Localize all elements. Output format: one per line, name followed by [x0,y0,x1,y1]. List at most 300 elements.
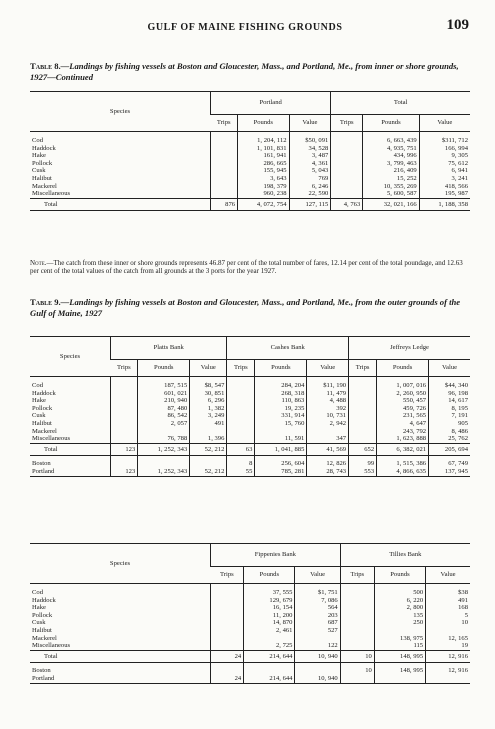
value-cell [349,382,377,390]
value-cell: 434, 996 [363,152,419,160]
value-cell: 6, 296 [190,397,227,405]
value-cell: 16, 154 [244,604,295,612]
table-row [30,145,470,153]
port-cell [374,675,425,683]
value-cell: 7, 191 [429,412,470,420]
port-row [30,675,470,683]
value-cell: 115 [374,642,425,650]
table8-title: —Landings by fishing vessels at Boston and Gloucester, Mass., and Portland, Me., from inner or shore grounds, 1927—Continued [30,61,459,82]
value-cell: 76, 788 [138,435,190,443]
value-cell: 6, 220 [374,597,425,605]
species-cell: Halibut [32,174,52,182]
value-cell: 459, 726 [377,405,429,413]
species-cell: Cod [32,137,43,144]
table-row [30,635,470,643]
value-cell: 7, 086 [295,597,340,605]
value-cell: 331, 914 [255,412,307,420]
port-cell: 24 [211,675,244,683]
value-cell [227,428,255,436]
value-cell [190,428,227,436]
table9-continued [30,543,470,684]
value-cell: 418, 566 [419,183,470,191]
total-cell: 652 [349,443,377,456]
port-cell: 10 [340,663,374,675]
species-header: Species [30,92,211,132]
ground-header: Total [331,92,470,115]
value-cell: 3, 487 [289,152,331,160]
value-cell: 110, 863 [255,397,307,405]
value-cell: 5, 043 [289,167,331,175]
table-row [30,612,470,620]
value-cell [340,612,374,620]
species-cell: Cod [32,589,43,596]
total-row [30,198,470,211]
value-cell [340,597,374,605]
value-cell: 11, 591 [255,435,307,443]
value-cell [340,589,374,597]
column-header: Trips [211,567,244,584]
port-cell: 12, 826 [307,456,349,468]
value-cell: 166, 994 [419,145,470,153]
column-header: Pounds [255,360,307,377]
total-cell: 127, 115 [289,198,331,211]
port-cell: 28, 743 [307,468,349,476]
value-cell: 2, 725 [244,642,295,650]
species-cell: Hake [32,397,46,405]
column-header: Pounds [374,567,425,584]
column-header: Trips [349,360,377,377]
value-cell: 1, 101, 831 [238,145,290,153]
header-row [30,92,470,115]
value-cell [340,619,374,627]
column-header: Value [429,360,470,377]
table8-caption [30,61,470,82]
port-cell: 137, 945 [429,468,470,476]
value-cell: 12, 165 [426,635,470,643]
port-cell: 553 [349,468,377,476]
port-cell [138,456,190,468]
value-cell [211,612,244,620]
value-cell: 203 [295,612,340,620]
table9-label: Table 9. [30,297,61,307]
value-cell: 5 [426,612,470,620]
port-cell [211,663,244,675]
value-cell: 198, 379 [238,183,290,191]
table8 [30,91,470,211]
value-cell [227,405,255,413]
port-cell: 8 [227,456,255,468]
value-cell: 14, 617 [429,397,470,405]
value-cell [349,405,377,413]
total-cell: 1, 041, 885 [255,443,307,456]
value-cell: $50, 091 [289,137,331,145]
value-cell [331,190,363,198]
port-cell: 12, 916 [426,663,470,675]
species-cell: Mackerel [32,427,57,435]
table-row [30,190,470,198]
table-row [30,183,470,191]
table-row [30,642,470,650]
table-row [30,597,470,605]
value-cell [227,435,255,443]
value-cell [374,627,425,635]
table-row [30,382,470,390]
value-cell: 11, 479 [307,390,349,398]
column-header: Value [419,115,470,132]
value-cell [227,420,255,428]
value-cell [111,390,138,398]
value-cell [211,145,238,153]
value-cell [211,137,238,145]
total-cell: 24 [211,650,244,663]
column-header: Value [426,567,470,584]
note-text: —The catch from these inner or shore grounds represents 46.87 per cent of the total number of fares, 12.14 per cent of the total poundage, and 12.63 per cent of the total values of the catch from all grounds at the 3 ports for the year 1927. [30,259,463,276]
table-row [30,390,470,398]
value-cell [307,428,349,436]
value-cell [340,604,374,612]
total-cell: 4, 763 [331,198,363,211]
value-cell: 11, 200 [244,612,295,620]
value-cell: $11, 190 [307,382,349,390]
note-label: Note. [30,259,47,267]
table-row [30,160,470,168]
species-cell: Cusk [32,412,46,420]
column-header: Pounds [238,115,290,132]
total-cell: 214, 644 [244,650,295,663]
total-cell: 123 [111,443,138,456]
species-cell: Hake [32,604,46,612]
value-cell: 2, 260, 950 [377,390,429,398]
port-cell: 785, 281 [255,468,307,476]
value-cell: 4, 935, 751 [363,145,419,153]
value-cell: 2, 057 [138,420,190,428]
value-cell: 1, 204, 112 [238,137,290,145]
port-cell: 1, 252, 343 [138,468,190,476]
value-cell: $44, 340 [429,382,470,390]
value-cell [331,175,363,183]
species-cell: Cusk [32,167,46,175]
column-header: Value [289,115,331,132]
value-cell: 10 [426,619,470,627]
value-cell [111,397,138,405]
port-row [30,456,470,468]
value-cell: 960, 238 [238,190,290,198]
value-cell: 8, 486 [429,428,470,436]
value-cell [227,390,255,398]
value-cell [211,152,238,160]
value-cell: 392 [307,405,349,413]
species-cell: Pollock [32,611,53,619]
value-cell: 6, 663, 439 [363,137,419,145]
value-cell [331,183,363,191]
port-label: Boston [32,460,51,468]
value-cell: 10, 355, 269 [363,183,419,191]
species-cell: Mackerel [32,634,57,642]
value-cell: 1, 623, 888 [377,435,429,443]
value-cell [211,619,244,627]
value-cell: 30, 851 [190,390,227,398]
value-cell: 4, 361 [289,160,331,168]
total-cell: 205, 694 [429,443,470,456]
table-row [30,405,470,413]
total-row [30,650,470,663]
value-cell: 9, 305 [419,152,470,160]
value-cell [349,435,377,443]
value-cell: 250 [374,619,425,627]
value-cell [349,420,377,428]
value-cell [244,635,295,643]
value-cell: 4, 488 [307,397,349,405]
value-cell: 155, 945 [238,167,290,175]
value-cell [227,382,255,390]
value-cell: 15, 760 [255,420,307,428]
value-cell [426,627,470,635]
value-cell [211,635,244,643]
table-row [30,412,470,420]
value-cell: 601, 021 [138,390,190,398]
value-cell [211,627,244,635]
value-cell: 527 [295,627,340,635]
table-row [30,428,470,436]
column-header: Pounds [363,115,419,132]
value-cell: 687 [295,619,340,627]
value-cell: $8, 547 [190,382,227,390]
port-cell: 55 [227,468,255,476]
column-header: Trips [111,360,138,377]
total-label: Total [30,198,211,211]
running-head: GULF OF MAINE FISHING GROUNDS [147,22,343,33]
value-cell [340,635,374,643]
value-cell: 284, 204 [255,382,307,390]
species-cell: Miscellaneous [32,435,71,443]
value-cell: 14, 870 [244,619,295,627]
value-cell: 3, 643 [238,175,290,183]
column-header: Value [295,567,340,584]
value-cell [227,412,255,420]
value-cell [211,589,244,597]
table-row [30,604,470,612]
value-cell [349,412,377,420]
value-cell: 347 [307,435,349,443]
value-cell [349,390,377,398]
value-cell: 19 [426,642,470,650]
total-label: Total [30,650,211,663]
ground-header: Tillies Bank [340,544,470,567]
page-number: 109 [446,17,469,33]
total-cell: 148, 995 [374,650,425,663]
table8-note [30,259,470,276]
port-cell: 123 [111,468,138,476]
value-cell [340,627,374,635]
value-cell: 491 [426,597,470,605]
value-cell: 4, 647 [377,420,429,428]
column-header: Pounds [138,360,190,377]
value-cell: 6, 246 [289,183,331,191]
table-row [30,435,470,443]
value-cell: 1, 396 [190,435,227,443]
value-cell: 3, 241 [419,175,470,183]
port-cell: 99 [349,456,377,468]
total-cell: 1, 188, 358 [419,198,470,211]
species-header: Species [30,337,111,377]
value-cell: 243, 792 [377,428,429,436]
port-row [30,663,470,675]
species-cell: Haddock [32,144,56,152]
value-cell: 195, 987 [419,190,470,198]
value-cell [331,152,363,160]
table-row [30,420,470,428]
value-cell: 550, 457 [377,397,429,405]
column-header: Pounds [377,360,429,377]
column-header: Trips [227,360,255,377]
port-cell: 52, 212 [190,468,227,476]
value-cell: 86, 542 [138,412,190,420]
value-cell: 210, 940 [138,397,190,405]
value-cell: 10, 731 [307,412,349,420]
port-label: Portland [30,675,211,683]
table9-title: —Landings by fishing vessels at Boston and Gloucester, Mass., and Portland, Me., from the outer grounds of the Gulf of Maine, 1927 [30,297,461,318]
header-row [30,544,470,567]
species-cell: Halibut [32,626,52,634]
value-cell: 96, 198 [429,390,470,398]
value-cell [331,160,363,168]
total-row [30,443,470,456]
total-cell: 52, 212 [190,443,227,456]
port-label: Portland [30,468,111,476]
value-cell: 75, 612 [419,160,470,168]
species-cell: Pollock [32,404,53,412]
header-row [30,337,470,360]
ground-header: Cashes Bank [227,337,349,360]
total-cell: 41, 569 [307,443,349,456]
value-cell [111,428,138,436]
value-cell [211,167,238,175]
total-cell: 876 [211,198,238,211]
total-cell: 6, 382, 021 [377,443,429,456]
value-cell: 138, 975 [374,635,425,643]
value-cell: 286, 665 [238,160,290,168]
value-cell: 769 [289,175,331,183]
value-cell [211,642,244,650]
column-header: Trips [211,115,238,132]
value-cell [295,635,340,643]
port-cell [340,675,374,683]
species-cell: Cod [32,382,43,389]
value-cell: 5, 600, 587 [363,190,419,198]
ground-header: Fippenies Bank [211,544,341,567]
value-cell: 168 [426,604,470,612]
value-cell [111,435,138,443]
value-cell [211,183,238,191]
species-cell: Cusk [32,619,46,627]
value-cell: 2, 800 [374,604,425,612]
value-cell: 1, 382 [190,405,227,413]
species-cell: Mackerel [32,182,57,190]
ground-header: Jeffreys Ledge [349,337,470,360]
species-header: Species [30,544,211,584]
ground-header: Platts Bank [111,337,227,360]
value-cell: 22, 590 [289,190,331,198]
table-row [30,627,470,635]
ground-header: Portland [211,92,331,115]
value-cell: 122 [295,642,340,650]
value-cell [111,405,138,413]
port-cell [111,456,138,468]
total-cell: 12, 916 [426,650,470,663]
port-row [30,468,470,476]
value-cell: 231, 565 [377,412,429,420]
value-cell: $311, 712 [419,137,470,145]
port-cell: 67, 749 [429,456,470,468]
column-header: Trips [331,115,363,132]
value-cell: 161, 941 [238,152,290,160]
total-cell: 10 [340,650,374,663]
value-cell: 6, 941 [419,167,470,175]
value-cell: 87, 480 [138,405,190,413]
total-cell: 4, 072, 754 [238,198,290,211]
value-cell [340,642,374,650]
table-row [30,152,470,160]
port-cell [295,663,340,675]
value-cell: 129, 679 [244,597,295,605]
value-cell: 564 [295,604,340,612]
value-cell: 3, 249 [190,412,227,420]
column-header: Value [190,360,227,377]
value-cell: 187, 515 [138,382,190,390]
value-cell [111,412,138,420]
species-cell: Miscellaneous [32,190,71,198]
value-cell: 268, 318 [255,390,307,398]
value-cell: 135 [374,612,425,620]
port-cell [244,663,295,675]
species-cell: Haddock [32,596,56,604]
value-cell [211,190,238,198]
port-cell: 214, 644 [244,675,295,683]
value-cell: 19, 235 [255,405,307,413]
value-cell [111,420,138,428]
port-cell [190,456,227,468]
value-cell [111,382,138,390]
total-cell: 32, 021, 166 [363,198,419,211]
value-cell [211,597,244,605]
species-cell: Miscellaneous [32,642,71,650]
value-cell [255,428,307,436]
value-cell [211,604,244,612]
species-cell: Halibut [32,419,52,427]
table9 [30,336,470,477]
value-cell [331,137,363,145]
total-label: Total [30,443,111,456]
value-cell: 1, 007, 016 [377,382,429,390]
table-row [30,175,470,183]
table9-caption [30,297,470,318]
total-cell: 10, 940 [295,650,340,663]
column-header: Trips [340,567,374,584]
table-row [30,397,470,405]
column-header: Pounds [244,567,295,584]
value-cell: 2, 461 [244,627,295,635]
value-cell: 491 [190,420,227,428]
table8-label: Table 8. [30,61,61,71]
port-label: Boston [32,667,51,675]
value-cell: 37, 555 [244,589,295,597]
value-cell: 3, 799, 463 [363,160,419,168]
value-cell [211,160,238,168]
value-cell: 34, 528 [289,145,331,153]
port-cell: 4, 866, 635 [377,468,429,476]
species-cell: Haddock [32,389,56,397]
total-cell: 1, 252, 343 [138,443,190,456]
